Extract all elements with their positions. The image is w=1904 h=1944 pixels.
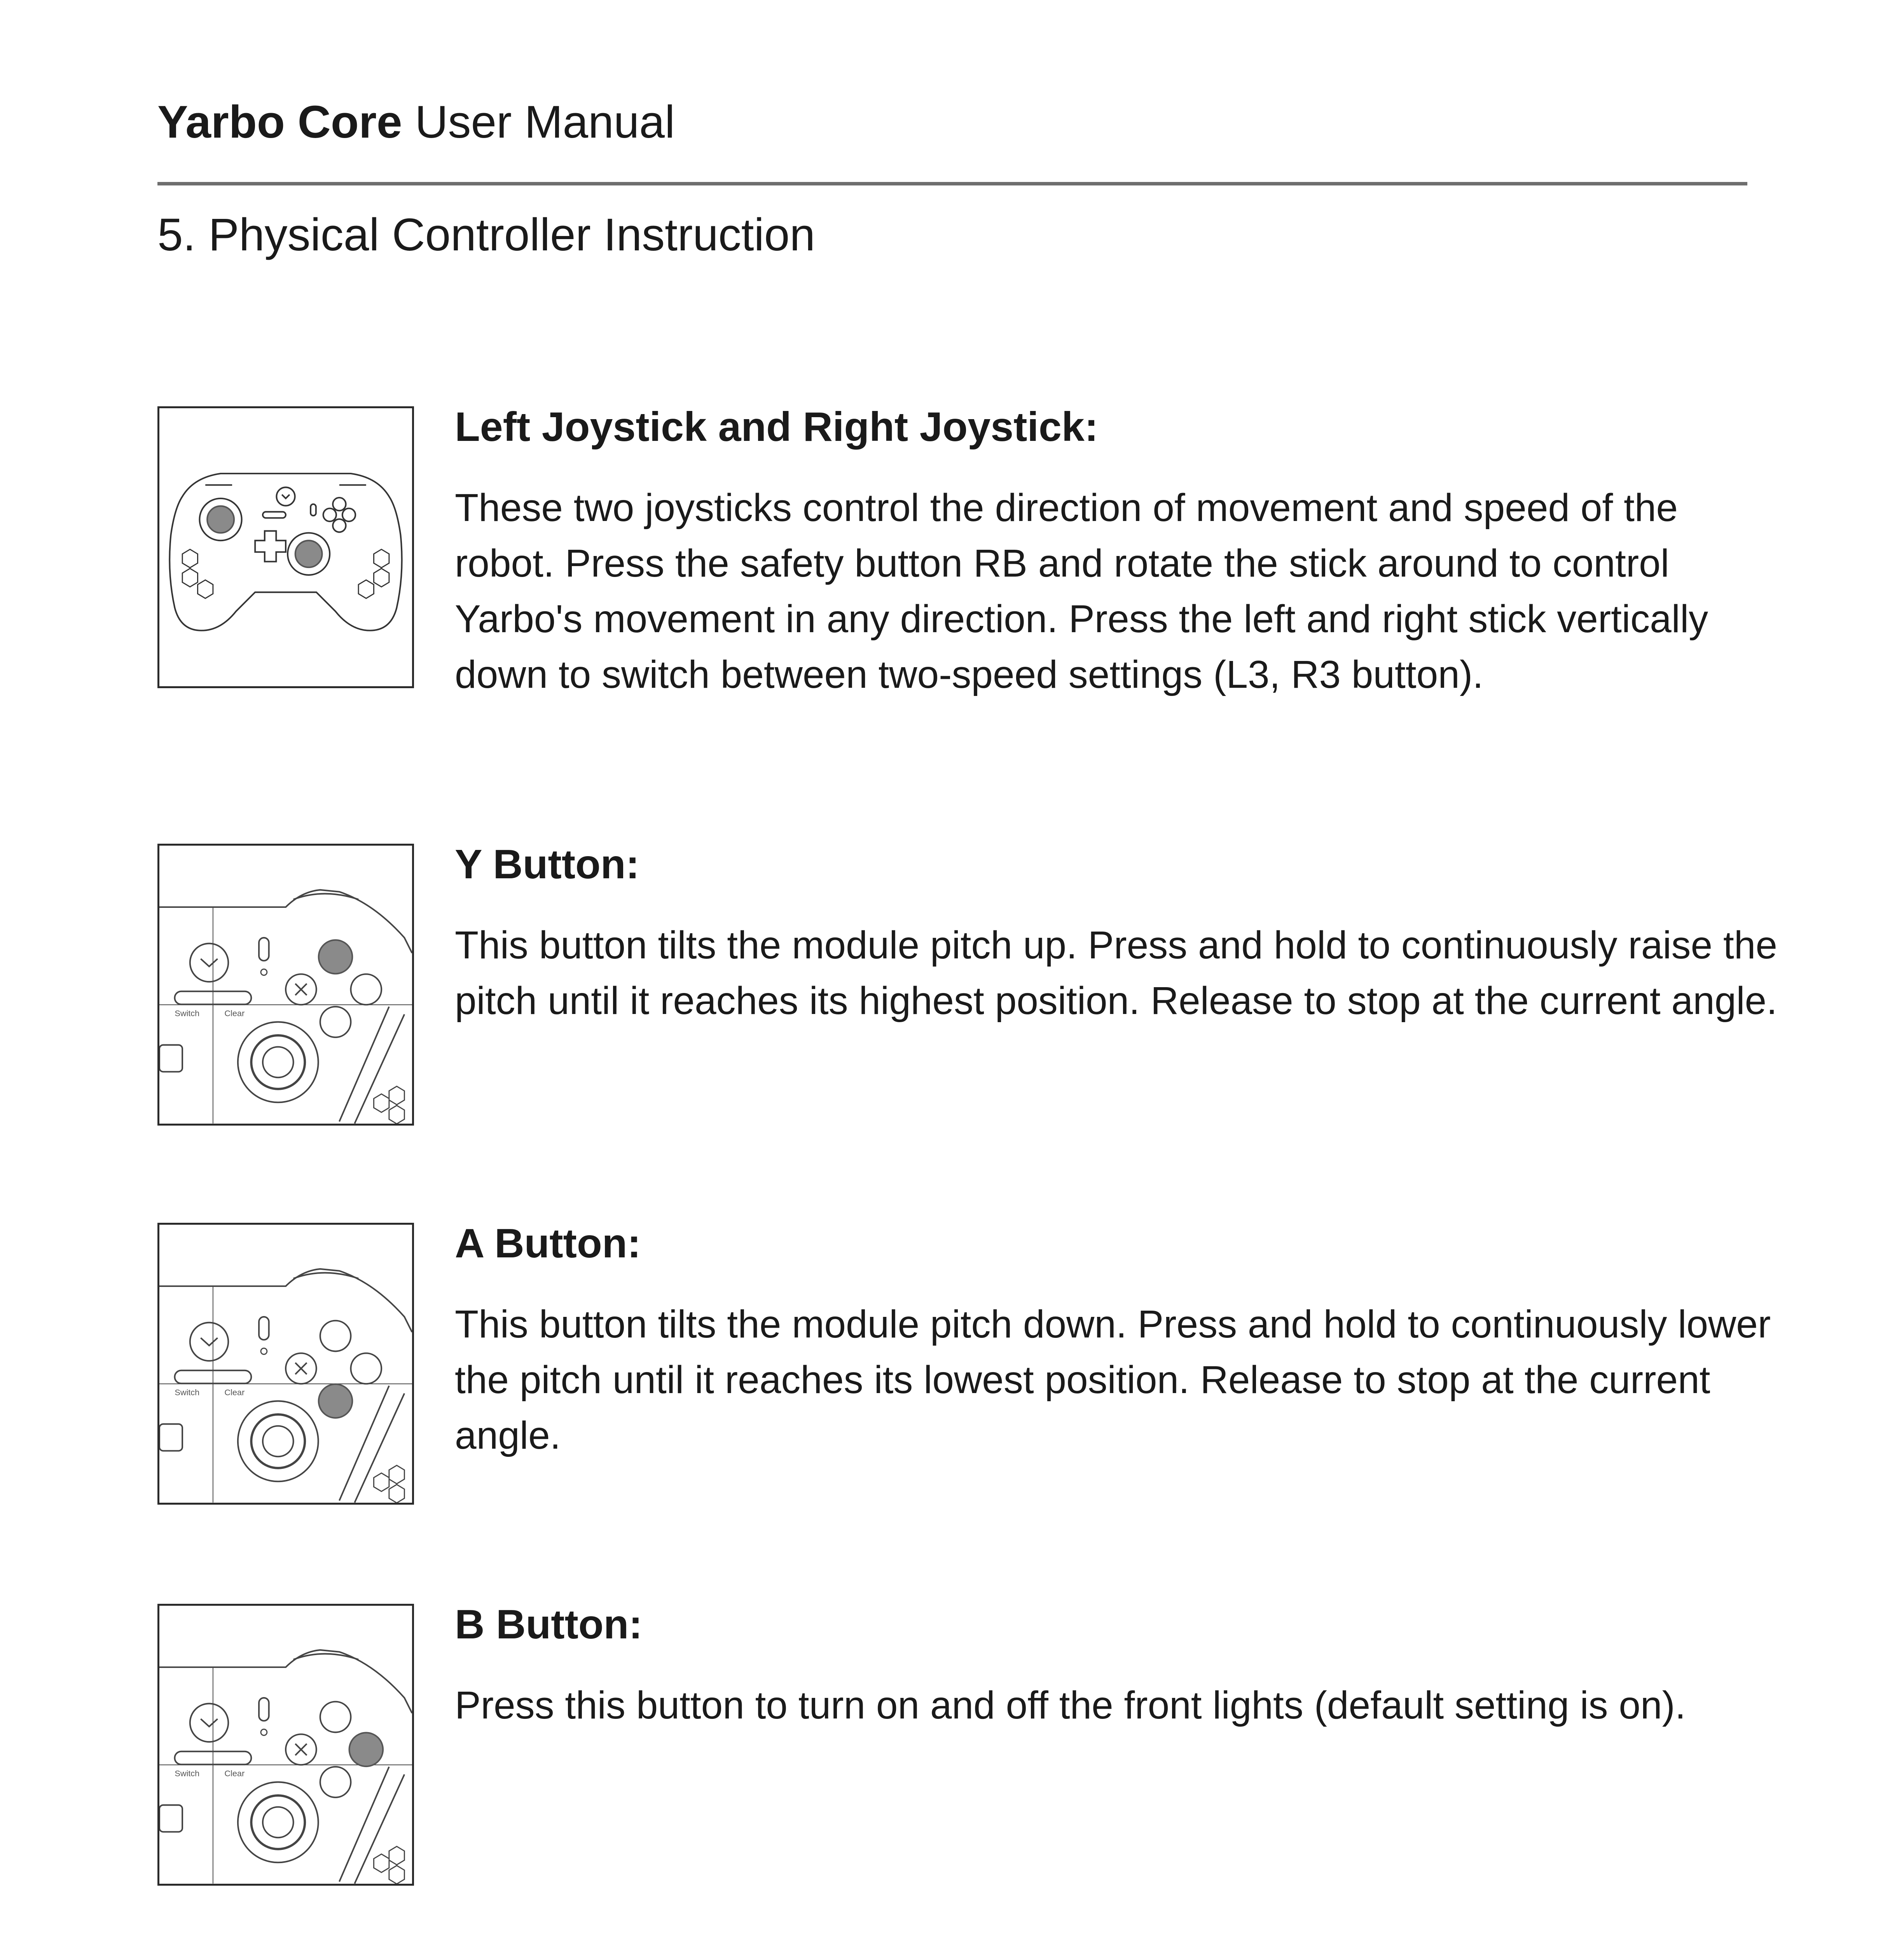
svg-text:Switch: Switch: [175, 1768, 200, 1778]
item-heading: Y Button:: [455, 841, 639, 887]
controller-y-highlight-icon: [157, 844, 414, 1126]
svg-text:Clear: Clear: [224, 1387, 245, 1397]
svg-text:Switch: Switch: [175, 1387, 200, 1397]
manual-title: User Manual: [402, 96, 675, 148]
controller-full-icon: [157, 406, 414, 688]
svg-text:Switch: Switch: [175, 1008, 200, 1018]
item-heading: A Button:: [455, 1220, 641, 1266]
item-description: This button tilts the module pitch up. Press and hold to continuously raise the pitch until it reaches its highest position. Release to stop at the current angle.: [455, 923, 1777, 1023]
header-divider: [157, 182, 1747, 185]
item-heading: B Button:: [455, 1601, 643, 1647]
svg-text:Clear: Clear: [224, 1768, 245, 1778]
controller-a-highlight-icon: [157, 1223, 414, 1505]
item-description: This button tilts the module pitch down. Press and hold to continuously lower the pitch until it reaches its lowest position. Release to stop at the current angle.: [455, 1302, 1771, 1457]
brand-name: Yarbo Core: [157, 96, 402, 148]
section-title: 5. Physical Controller Instruction: [157, 209, 816, 260]
controller-b-highlight-icon: [157, 1604, 414, 1886]
item-heading: Left Joystick and Right Joystick:: [455, 404, 1099, 450]
item-description: Press this button to turn on and off the front lights (default setting is on).: [455, 1684, 1686, 1727]
svg-text:Clear: Clear: [224, 1008, 245, 1018]
item-description: These two joysticks control the direction of movement and speed of the robot. Press the safety button RB and rotate the stick around to control Yarbo's movement in any direction. Press the left and right stick vertically down to switch between two-speed settings (L3, R3 button).: [455, 486, 1708, 696]
document-header: [157, 96, 675, 148]
